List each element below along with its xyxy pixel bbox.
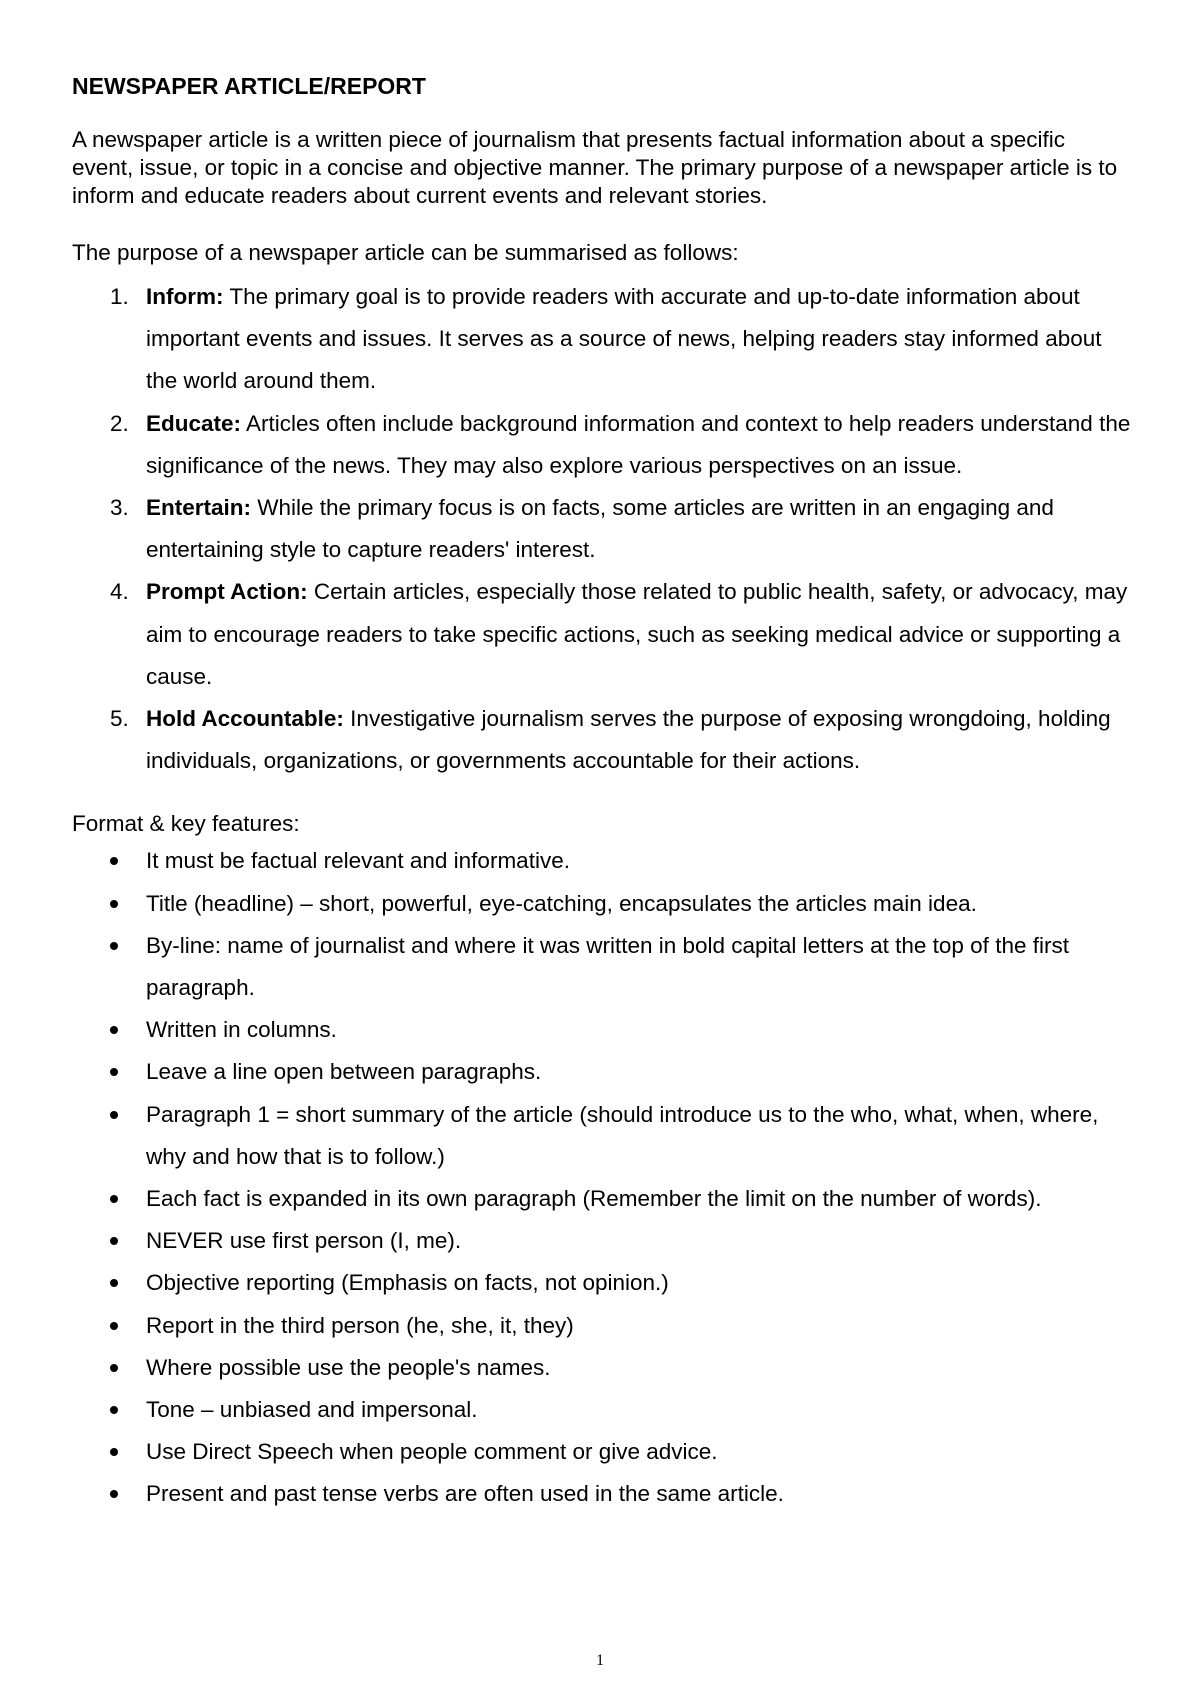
feature-item (72, 1262, 1132, 1304)
purpose-number: 2. (110, 410, 129, 436)
bullet-icon (110, 942, 118, 950)
purpose-list (72, 276, 1132, 782)
feature-item (72, 925, 1132, 1009)
bullet-icon (110, 900, 118, 908)
purpose-number: 1. (110, 284, 129, 309)
feature-item (72, 1009, 1132, 1051)
purpose-item (72, 276, 1132, 403)
features-heading: Format & key features: (72, 811, 300, 837)
feature-item (72, 1305, 1132, 1347)
bullet-icon (110, 1195, 118, 1203)
feature-text: Title (headline) – short, powerful, eye-catching, encapsulates the articles main idea. (146, 890, 977, 916)
purpose-number: 5. (110, 706, 129, 732)
feature-text: Objective reporting (Emphasis on facts, not opinion.) (146, 1270, 669, 1296)
purpose-text: While the primary focus is on facts, some articles are written in an engaging and entertaining style to capture readers' interest. (146, 495, 1054, 563)
feature-text: Tone – unbiased and impersonal. (146, 1397, 478, 1423)
feature-item (72, 1347, 1132, 1389)
feature-text: Use Direct Speech when people comment or give advice. (146, 1439, 718, 1465)
purpose-text: Investigative journalism serves the purpose of exposing wrongdoing, holding individuals, organizations, or governments accountable for their actions. (146, 706, 1111, 774)
feature-item (72, 1431, 1132, 1473)
bullet-icon (110, 1490, 118, 1498)
feature-text: It must be factual relevant and informative. (146, 848, 570, 874)
bullet-icon (110, 1237, 118, 1245)
feature-text: Each fact is expanded in its own paragraph (Remember the limit on the number of words). (146, 1186, 1042, 1212)
feature-item (72, 840, 1132, 882)
feature-text: Written in columns. (146, 1017, 337, 1043)
bullet-icon (110, 1322, 118, 1330)
feature-item (72, 1473, 1132, 1515)
purpose-number: 3. (110, 495, 129, 521)
feature-item (72, 1178, 1132, 1220)
page-title: NEWSPAPER ARTICLE/REPORT (72, 73, 426, 99)
purpose-number: 4. (110, 579, 129, 605)
bullet-icon (110, 1068, 118, 1076)
feature-item (72, 1094, 1132, 1178)
feature-text: Leave a line open between paragraphs. (146, 1059, 542, 1085)
feature-text: NEVER use first person (I, me). (146, 1228, 462, 1254)
feature-text: By-line: name of journalist and where it was written in bold capital letters at the top of the first paragraph. (146, 932, 1069, 1001)
feature-text: Paragraph 1 = short summary of the article (should introduce us to the who, what, when, where, why and how that is to follow.) (146, 1101, 1099, 1169)
intro-paragraph: A newspaper article is a written piece of journalism that presents factual information about a specific event, issue, or topic in a concise and objective manner. The primary purpose of a newspaper article is to inform and educate readers about current events and relevant stories. (72, 127, 1118, 208)
purpose-term: Inform: (146, 284, 224, 309)
purpose-term: Entertain: (146, 495, 252, 521)
purpose-text: The primary goal is to provide readers with accurate and up-to-date information about important events and issues. It serves as a source of news, helping readers stay informed about the world around them. (146, 284, 1102, 394)
purpose-item (72, 403, 1132, 487)
document-body (72, 72, 1132, 1516)
bullet-icon (110, 1111, 118, 1119)
feature-text: Where possible use the people's names. (146, 1354, 551, 1380)
bullet-icon (110, 1364, 118, 1372)
purpose-item (72, 571, 1132, 698)
feature-text: Present and past tense verbs are often used in the same article. (146, 1481, 784, 1507)
purpose-intro: The purpose of a newspaper article can be summarised as follows: (72, 240, 739, 265)
purpose-item (72, 487, 1132, 571)
purpose-term: Hold Accountable: (146, 706, 344, 732)
feature-item (72, 1389, 1132, 1431)
purpose-item (72, 698, 1132, 782)
bullet-icon (110, 1026, 118, 1034)
purpose-text: Certain articles, especially those related to public health, safety, or advocacy, may aim to encourage readers to take specific actions, such as seeking medical advice or supporting a cause. (146, 579, 1128, 689)
purpose-term: Educate: (146, 410, 242, 436)
feature-text: Report in the third person (he, she, it, they) (146, 1312, 574, 1338)
features-list (72, 840, 1132, 1515)
feature-item (72, 1051, 1132, 1093)
page-number: 1 (596, 1652, 604, 1669)
bullet-icon (110, 857, 118, 865)
feature-item (72, 1220, 1132, 1262)
feature-item (72, 883, 1132, 925)
purpose-text: Articles often include background information and context to help readers understand the significance of the news. They may also explore various perspectives on an issue. (146, 410, 1131, 478)
bullet-icon (110, 1279, 118, 1287)
purpose-term: Prompt Action: (146, 579, 308, 605)
bullet-icon (110, 1406, 118, 1414)
bullet-icon (110, 1448, 118, 1456)
